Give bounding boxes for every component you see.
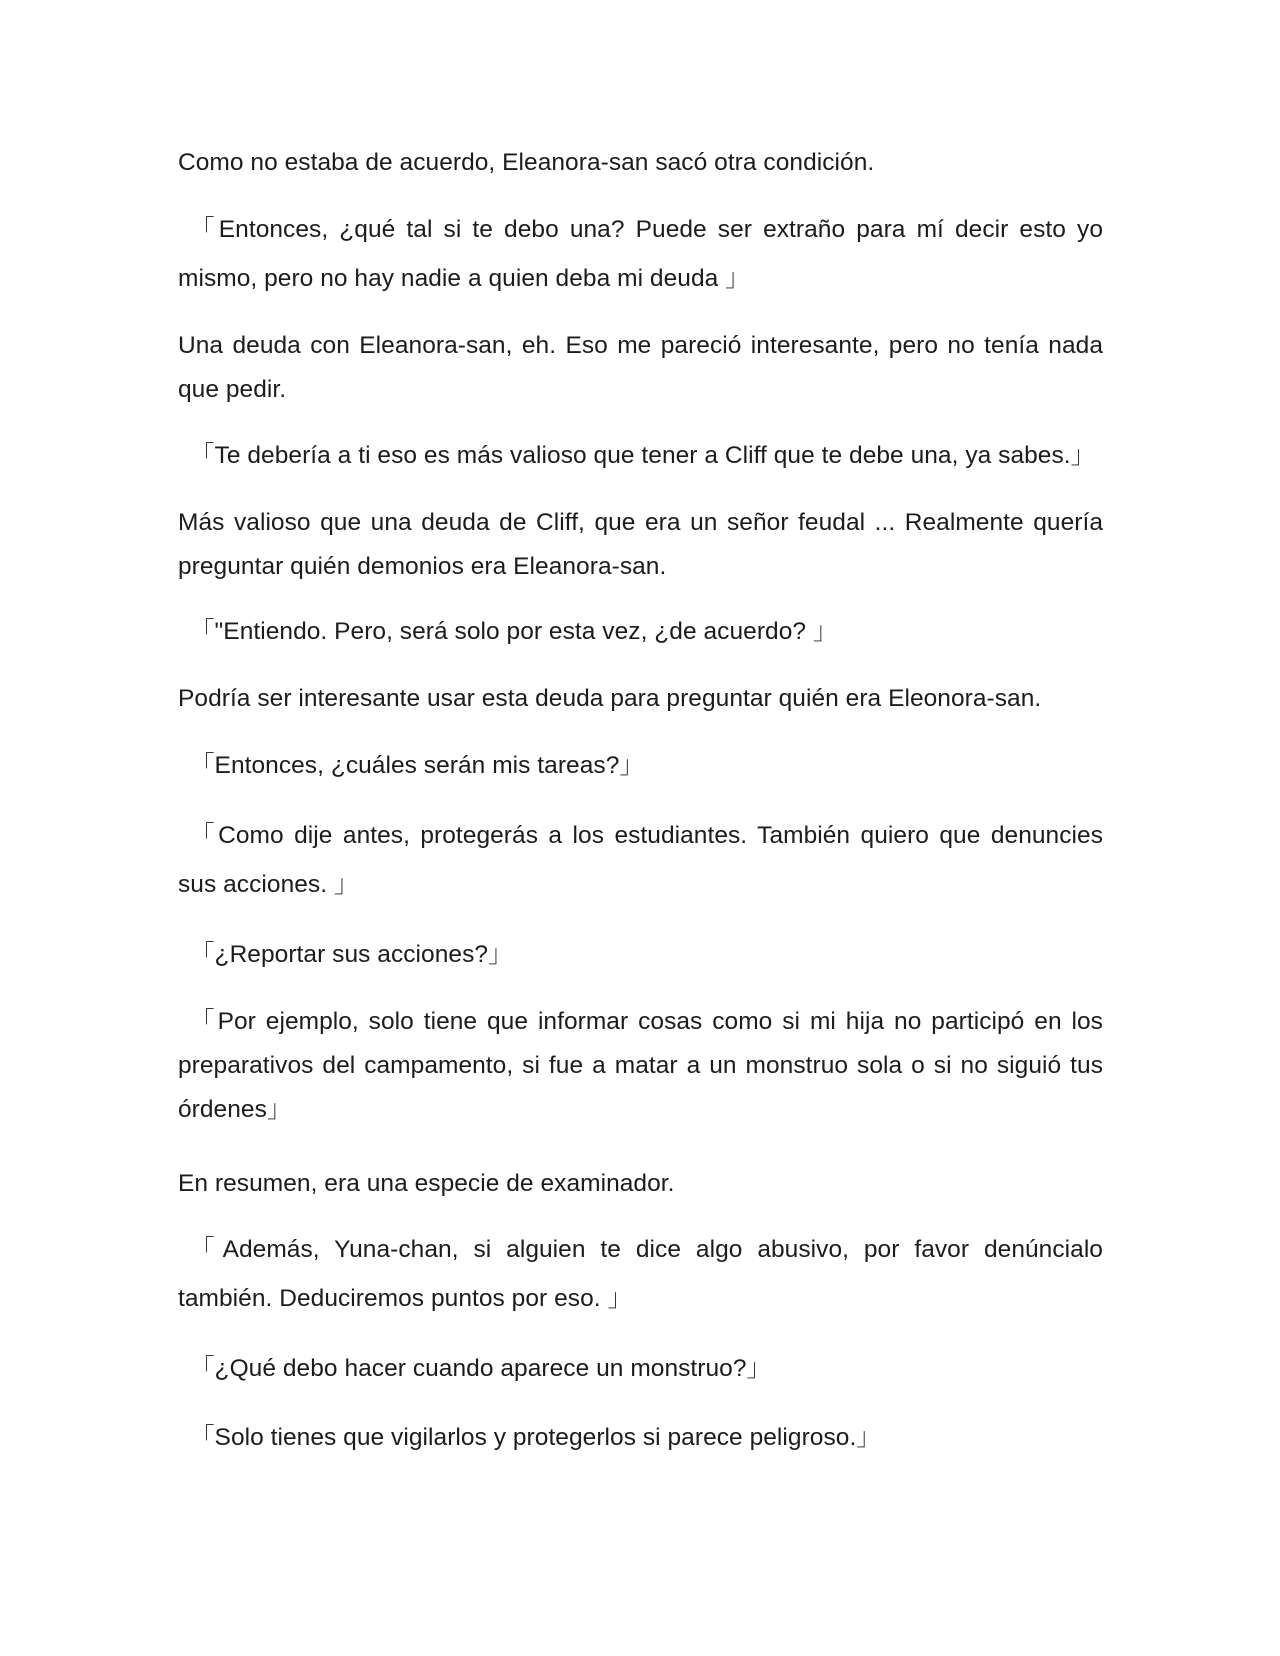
paragraph-10: 「¿Reportar sus acciones?」: [190, 941, 513, 968]
paragraph-1: Como no estaba de acuerdo, Eleanora-san sacó otra condición.: [178, 149, 875, 176]
paragraph-6: 「"Entiendo. Pero, será solo por esta vez, ¿de acuerdo? 」: [190, 618, 838, 645]
paragraph-9: 「Como dije antes, protegerás a los estudiantes. También quiero que denuncies sus acciones. 」: [178, 822, 1103, 898]
paragraph-5: Más valioso que una deuda de Cliff, que era un señor feudal ... Realmente quería preguntar quién demonios era Eleanora-san.: [178, 509, 1103, 580]
paragraph-7: Podría ser interesante usar esta deuda para preguntar quién era Eleonora-san.: [178, 685, 1042, 712]
paragraph-15: 「Solo tienes que vigilarlos y protegerlos si parece peligroso.」: [190, 1424, 881, 1451]
paragraph-14: 「¿Qué debo hacer cuando aparece un monstruo?」: [190, 1355, 772, 1382]
paragraph-13: 「Además, Yuna-chan, si alguien te dice algo abusivo, por favor denúncialo también. Deduciremos puntos por eso. 」: [178, 1236, 1103, 1312]
paragraph-8: 「Entonces, ¿cuáles serán mis tareas?」: [190, 752, 644, 779]
paragraph-3: Una deuda con Eleanora-san, eh. Eso me pareció interesante, pero no tenía nada que pedir.: [178, 332, 1103, 403]
paragraph-4: 「Te debería a ti eso es más valioso que tener a Cliff que te debe una, ya sabes.」: [190, 442, 1096, 469]
paragraph-2: 「Entonces, ¿qué tal si te debo una? Puede ser extraño para mí decir esto yo mismo, pero no hay nadie a quien deba mi deuda 」: [178, 216, 1103, 292]
paragraph-12: En resumen, era una especie de examinador.: [178, 1170, 675, 1197]
paragraph-11: 「Por ejemplo, solo tiene que informar cosas como si mi hija no participó en los preparativos del campamento, si fue a matar a un monstruo sola o si no siguió tus órdenes」: [178, 1008, 1103, 1123]
